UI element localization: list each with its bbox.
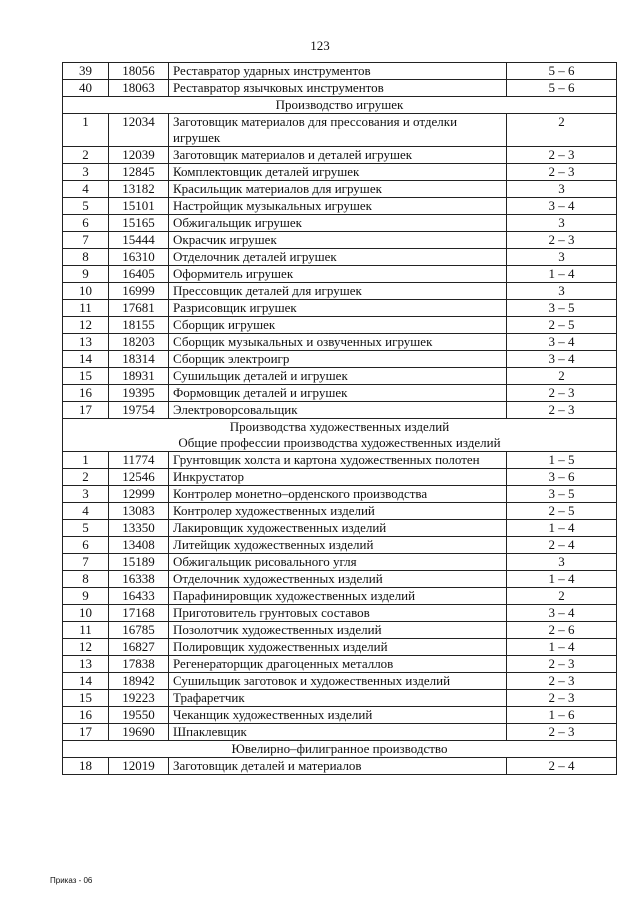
profession-name: Позолотчик художественных изделий (169, 622, 507, 639)
grade-range: 2 – 4 (507, 758, 617, 775)
footer-note: Приказ - 06 (50, 876, 93, 885)
table-row (63, 690, 617, 707)
table-row (63, 520, 617, 537)
profession-code: 15189 (109, 554, 169, 571)
grade-range: 2 – 3 (507, 690, 617, 707)
table-row (63, 639, 617, 656)
table-row (63, 402, 617, 419)
table-row (63, 758, 617, 775)
row-number: 10 (63, 283, 109, 300)
row-number: 13 (63, 334, 109, 351)
table-row (63, 622, 617, 639)
row-number: 12 (63, 317, 109, 334)
profession-name: Приготовитель грунтовых составов (169, 605, 507, 622)
table-row (63, 80, 617, 97)
profession-code: 15444 (109, 232, 169, 249)
professions-table (62, 62, 617, 775)
section-header-row (63, 741, 617, 758)
profession-code: 15101 (109, 198, 169, 215)
profession-code: 16827 (109, 639, 169, 656)
row-number: 39 (63, 63, 109, 80)
row-number: 8 (63, 249, 109, 266)
profession-code: 19395 (109, 385, 169, 402)
row-number: 14 (63, 351, 109, 368)
profession-code: 17681 (109, 300, 169, 317)
profession-code: 18931 (109, 368, 169, 385)
grade-range: 3 – 6 (507, 469, 617, 486)
profession-code: 19223 (109, 690, 169, 707)
row-number: 3 (63, 486, 109, 503)
professions-table-body (63, 63, 617, 775)
table-row (63, 266, 617, 283)
grade-range: 3 – 5 (507, 486, 617, 503)
row-number: 14 (63, 673, 109, 690)
table-row (63, 181, 617, 198)
table-row (63, 503, 617, 520)
profession-name: Формовщик деталей и игрушек (169, 385, 507, 402)
grade-range: 1 – 6 (507, 707, 617, 724)
grade-range: 2 – 3 (507, 147, 617, 164)
row-number: 16 (63, 385, 109, 402)
table-row (63, 198, 617, 215)
grade-range: 2 (507, 114, 617, 147)
grade-range: 2 – 6 (507, 622, 617, 639)
grade-range: 5 – 6 (507, 63, 617, 80)
profession-name: Сборщик музыкальных и озвученных игрушек (169, 334, 507, 351)
profession-name: Инкрустатор (169, 469, 507, 486)
table-row (63, 232, 617, 249)
grade-range: 3 (507, 554, 617, 571)
profession-code: 12999 (109, 486, 169, 503)
grade-range: 3 (507, 283, 617, 300)
profession-code: 15165 (109, 215, 169, 232)
row-number: 6 (63, 215, 109, 232)
grade-range: 2 – 3 (507, 232, 617, 249)
profession-code: 17838 (109, 656, 169, 673)
profession-name: Заготовщик материалов для прессования и отделки игрушек (169, 114, 507, 147)
profession-code: 17168 (109, 605, 169, 622)
profession-name: Литейщик художественных изделий (169, 537, 507, 554)
profession-code: 16433 (109, 588, 169, 605)
profession-name: Сборщик игрушек (169, 317, 507, 334)
grade-range: 3 – 5 (507, 300, 617, 317)
profession-name: Обжигальщик рисовального угля (169, 554, 507, 571)
profession-code: 12845 (109, 164, 169, 181)
row-number: 16 (63, 707, 109, 724)
grade-range: 3 (507, 215, 617, 232)
profession-code: 19754 (109, 402, 169, 419)
profession-name: Обжигальщик игрушек (169, 215, 507, 232)
grade-range: 2 – 4 (507, 537, 617, 554)
table-row (63, 673, 617, 690)
grade-range: 3 – 4 (507, 334, 617, 351)
grade-range: 5 – 6 (507, 80, 617, 97)
profession-code: 16785 (109, 622, 169, 639)
row-number: 9 (63, 266, 109, 283)
profession-name: Чеканщик художественных изделий (169, 707, 507, 724)
profession-code: 18155 (109, 317, 169, 334)
grade-range: 1 – 4 (507, 520, 617, 537)
profession-name: Сборщик электроигр (169, 351, 507, 368)
profession-code: 18314 (109, 351, 169, 368)
section-heading: Ювелирно–филигранное производство (231, 741, 448, 756)
grade-range: 3 – 4 (507, 198, 617, 215)
section-header-row (63, 97, 617, 114)
table-row (63, 554, 617, 571)
profession-code: 12546 (109, 469, 169, 486)
table-row (63, 537, 617, 554)
profession-code: 19690 (109, 724, 169, 741)
row-number: 11 (63, 622, 109, 639)
table-row (63, 300, 617, 317)
table-row (63, 486, 617, 503)
profession-code: 16405 (109, 266, 169, 283)
table-row (63, 164, 617, 181)
profession-name: Реставратор язычковых инструментов (169, 80, 507, 97)
table-row (63, 724, 617, 741)
profession-name: Прессовщик деталей для игрушек (169, 283, 507, 300)
row-number: 4 (63, 181, 109, 198)
grade-range: 3 (507, 181, 617, 198)
profession-name: Электроворсовальщик (169, 402, 507, 419)
grade-range: 2 – 3 (507, 724, 617, 741)
profession-name: Комплектовщик деталей игрушек (169, 164, 507, 181)
row-number: 5 (63, 198, 109, 215)
table-row (63, 114, 617, 147)
section-title (63, 741, 617, 758)
grade-range: 2 (507, 368, 617, 385)
profession-name: Реставратор ударных инструментов (169, 63, 507, 80)
section-title (63, 419, 617, 452)
profession-name: Отделочник художественных изделий (169, 571, 507, 588)
table-row (63, 215, 617, 232)
profession-name: Окрасчик игрушек (169, 232, 507, 249)
grade-range: 2 – 3 (507, 385, 617, 402)
row-number: 1 (63, 452, 109, 469)
section-heading: Производство игрушек (275, 97, 404, 112)
table-row (63, 571, 617, 588)
table-row (63, 317, 617, 334)
row-number: 9 (63, 588, 109, 605)
table-row (63, 63, 617, 80)
profession-code: 18063 (109, 80, 169, 97)
grade-range: 1 – 5 (507, 452, 617, 469)
profession-code: 16999 (109, 283, 169, 300)
table-row (63, 147, 617, 164)
grade-range: 1 – 4 (507, 639, 617, 656)
grade-range: 2 – 3 (507, 673, 617, 690)
grade-range: 2 – 5 (507, 503, 617, 520)
row-number: 7 (63, 232, 109, 249)
section-subheading: Общие профессии производства художественных изделий (178, 435, 501, 450)
profession-code: 12034 (109, 114, 169, 147)
profession-name: Грунтовщик холста и картона художественных полотен (169, 452, 507, 469)
table-row (63, 469, 617, 486)
table-row (63, 334, 617, 351)
row-number: 3 (63, 164, 109, 181)
profession-name: Лакировщик художественных изделий (169, 520, 507, 537)
section-title (63, 97, 617, 114)
grade-range: 1 – 4 (507, 266, 617, 283)
profession-name: Регенераторщик драгоценных металлов (169, 656, 507, 673)
row-number: 6 (63, 537, 109, 554)
table-row (63, 249, 617, 266)
grade-range: 3 – 4 (507, 351, 617, 368)
profession-code: 19550 (109, 707, 169, 724)
row-number: 5 (63, 520, 109, 537)
row-number: 1 (63, 114, 109, 147)
profession-name: Контролер художественных изделий (169, 503, 507, 520)
profession-code: 18942 (109, 673, 169, 690)
profession-name: Отделочник деталей игрушек (169, 249, 507, 266)
grade-range: 3 – 4 (507, 605, 617, 622)
grade-range: 2 – 5 (507, 317, 617, 334)
profession-name: Сушильщик деталей и игрушек (169, 368, 507, 385)
row-number: 2 (63, 469, 109, 486)
grade-range: 2 (507, 588, 617, 605)
profession-code: 18056 (109, 63, 169, 80)
row-number: 18 (63, 758, 109, 775)
grade-range: 1 – 4 (507, 571, 617, 588)
profession-code: 12039 (109, 147, 169, 164)
profession-code: 16310 (109, 249, 169, 266)
table-row (63, 283, 617, 300)
row-number: 17 (63, 724, 109, 741)
table-row (63, 351, 617, 368)
grade-range: 2 – 3 (507, 656, 617, 673)
table-row (63, 707, 617, 724)
profession-name: Красильщик материалов для игрушек (169, 181, 507, 198)
row-number: 4 (63, 503, 109, 520)
row-number: 40 (63, 80, 109, 97)
row-number: 17 (63, 402, 109, 419)
row-number: 11 (63, 300, 109, 317)
profession-name: Трафаретчик (169, 690, 507, 707)
profession-code: 13083 (109, 503, 169, 520)
section-header-row (63, 419, 617, 452)
profession-name: Шпаклевщик (169, 724, 507, 741)
grade-range: 2 – 3 (507, 164, 617, 181)
table-row (63, 368, 617, 385)
table-row (63, 656, 617, 673)
table-row (63, 452, 617, 469)
profession-name: Настройщик музыкальных игрушек (169, 198, 507, 215)
profession-name: Заготовщик деталей и материалов (169, 758, 507, 775)
row-number: 12 (63, 639, 109, 656)
profession-code: 13182 (109, 181, 169, 198)
profession-code: 13350 (109, 520, 169, 537)
profession-code: 12019 (109, 758, 169, 775)
row-number: 8 (63, 571, 109, 588)
page-number: 123 (310, 38, 330, 53)
profession-name: Контролер монетно–орденского производства (169, 486, 507, 503)
grade-range: 3 (507, 249, 617, 266)
row-number: 10 (63, 605, 109, 622)
profession-code: 18203 (109, 334, 169, 351)
row-number: 15 (63, 690, 109, 707)
row-number: 15 (63, 368, 109, 385)
profession-name: Парафинировщик художественных изделий (169, 588, 507, 605)
table-row (63, 605, 617, 622)
profession-code: 13408 (109, 537, 169, 554)
table-row (63, 588, 617, 605)
profession-name: Полировщик художественных изделий (169, 639, 507, 656)
profession-name: Разрисовщик игрушек (169, 300, 507, 317)
table-row (63, 385, 617, 402)
row-number: 7 (63, 554, 109, 571)
row-number: 2 (63, 147, 109, 164)
section-heading: Производства художественных изделий (229, 419, 450, 434)
profession-code: 11774 (109, 452, 169, 469)
profession-code: 16338 (109, 571, 169, 588)
profession-name: Заготовщик материалов и деталей игрушек (169, 147, 507, 164)
profession-name: Оформитель игрушек (169, 266, 507, 283)
row-number: 13 (63, 656, 109, 673)
profession-name: Сушильщик заготовок и художественных изделий (169, 673, 507, 690)
grade-range: 2 – 3 (507, 402, 617, 419)
